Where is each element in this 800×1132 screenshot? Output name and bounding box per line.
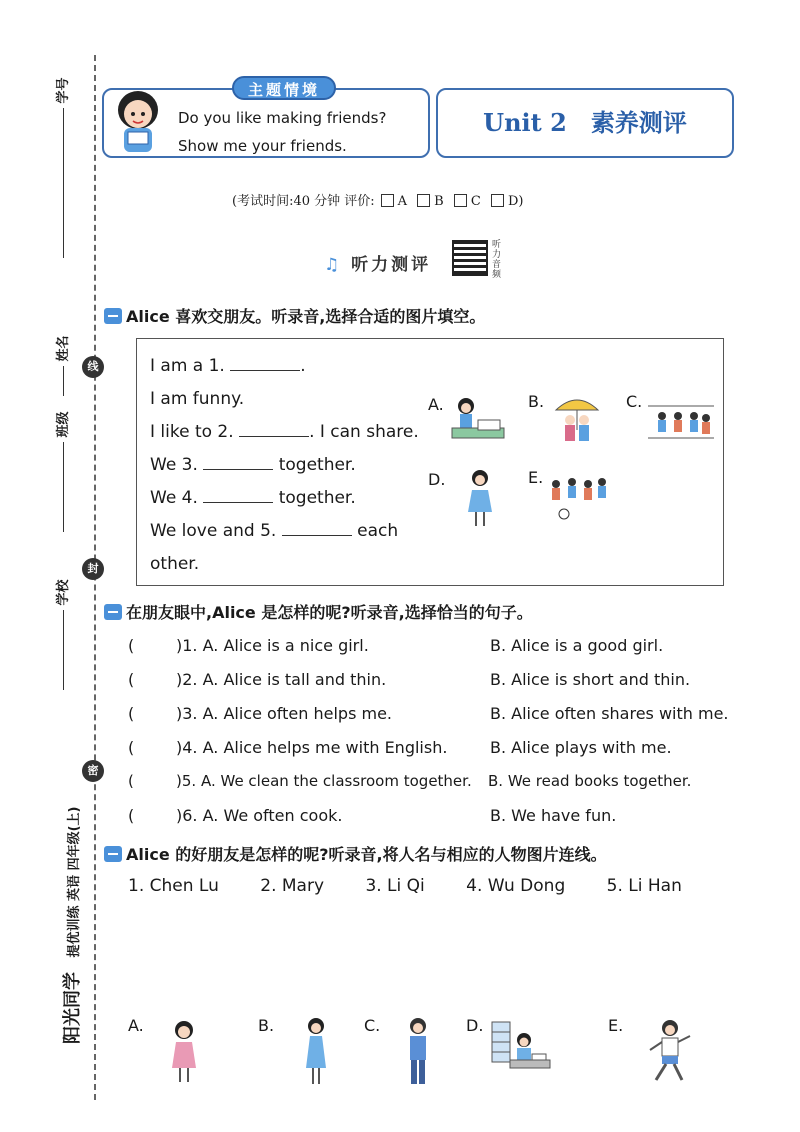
school-field: 学校 — [52, 579, 71, 694]
qr-label: 听力音频 — [492, 240, 502, 280]
pic-letter-c: C. — [626, 392, 643, 411]
answer-bracket-5[interactable]: ( — [128, 772, 134, 790]
fill-in-lines: I am a 1. . I am funny. I like to 2. . I can share. We 3. together. We 4. together. We love and 5. each other. — [150, 356, 419, 574]
grade-b-checkbox[interactable] — [417, 194, 430, 207]
grade-a-checkbox[interactable] — [381, 194, 394, 207]
section-number-icon — [104, 846, 122, 862]
name-item[interactable]: 3. Li Qi — [365, 876, 425, 896]
section2-title: 在朋友眼中,Alice 是怎样的呢?听录音,选择恰当的句子。 — [104, 600, 533, 623]
grade-c-checkbox[interactable] — [454, 194, 467, 207]
running-race-picture-icon — [648, 398, 714, 444]
person-letter-a: A. — [128, 1016, 144, 1035]
boy-running-icon[interactable] — [644, 1018, 694, 1088]
name-item[interactable]: 2. Mary — [260, 876, 325, 896]
headphone-icon: ♫ — [324, 255, 343, 275]
person-letter-d: D. — [466, 1016, 484, 1035]
name-item[interactable]: 4. Wu Dong — [466, 876, 566, 896]
section-number-icon — [104, 308, 122, 324]
question-4-option-b: B. Alice plays with me. — [490, 738, 672, 757]
series-label: 阳光同学 提优训练 英语 四年级(上) — [62, 806, 83, 1044]
question-5-option-b: B. We read books together. — [488, 772, 692, 790]
playing-football-picture-icon — [546, 474, 610, 522]
pic-letter-b: B. — [528, 392, 545, 411]
question-row-1: ( )1. A. Alice is a nice girl. — [128, 636, 369, 655]
student-id-field: 学号 — [52, 77, 71, 262]
answer-bracket-6[interactable]: ( — [128, 806, 135, 825]
boy-standing-icon[interactable] — [398, 1016, 438, 1088]
seal-seal-mark: 封 — [82, 558, 104, 580]
girl-drawing-picture-icon — [448, 392, 508, 448]
pic-letter-a: A. — [428, 395, 444, 414]
question-3-option-b: B. Alice often shares with me. — [490, 704, 729, 723]
section3-title: Alice 的好朋友是怎样的呢?听录音,将人名与相应的人物图片连线。 — [104, 842, 607, 865]
girl-standing-picture-icon — [460, 468, 500, 530]
section1-title: Alice 喜欢交朋友。听录音,选择合适的图片填空。 — [104, 304, 485, 327]
scene-text: Do you like making friends? Show me your friends. — [178, 109, 387, 155]
girl-illustration-icon — [110, 86, 166, 156]
question-2-option-b: B. Alice is short and thin. — [490, 670, 691, 689]
question-6-option-b: B. We have fun. — [490, 806, 617, 825]
person-letter-e: E. — [608, 1016, 624, 1035]
tall-girl-blue-dress-icon[interactable] — [296, 1016, 336, 1088]
qr-code-icon[interactable] — [452, 240, 488, 276]
name-item[interactable]: 1. Chen Lu — [128, 876, 219, 896]
scene-tag: 主题情境 — [232, 76, 336, 100]
blank-5[interactable] — [282, 535, 352, 536]
blank-2[interactable] — [239, 436, 309, 437]
grade-d-checkbox[interactable] — [491, 194, 504, 207]
girl-pink-dress-icon[interactable] — [164, 1018, 204, 1088]
question-row-3: ( )3. A. Alice often helps me. — [128, 704, 393, 723]
name-list — [128, 876, 682, 896]
umbrella-picture-icon — [552, 390, 602, 450]
section-number-icon — [104, 604, 122, 620]
answer-bracket-4[interactable]: ( — [128, 738, 135, 757]
pic-letter-d: D. — [428, 470, 446, 489]
exam-info: (考试时间:40 分钟 评价: A B C D) — [232, 194, 524, 209]
listening-title: ♫ 听力测评 — [324, 255, 432, 275]
binding-margin — [0, 0, 110, 1132]
girl-reading-at-desk-icon[interactable] — [488, 1018, 552, 1080]
answer-bracket-2[interactable]: ( — [128, 670, 135, 689]
seal-dense-mark: 密 — [82, 760, 104, 782]
question-1-option-b: B. Alice is a good girl. — [490, 636, 664, 655]
person-letter-b: B. — [258, 1016, 275, 1035]
question-row-2: ( )2. A. Alice is tall and thin. — [128, 670, 387, 689]
unit-title-box — [436, 88, 734, 158]
question-row-5: ( )5. A. We clean the classroom together. — [128, 772, 472, 790]
name-field: 姓名 — [52, 335, 71, 400]
answer-bracket-1[interactable]: ( — [128, 636, 135, 655]
brand-logo: 阳光同学 — [62, 972, 83, 1044]
pic-letter-e: E. — [528, 468, 544, 487]
answer-bracket-3[interactable]: ( — [128, 704, 135, 723]
blank-4[interactable] — [203, 502, 273, 503]
blank-1[interactable] — [230, 370, 300, 371]
blank-3[interactable] — [203, 469, 273, 470]
class-field: 班级 — [52, 411, 71, 536]
unit-title: Unit 2 素养测评 — [483, 108, 687, 137]
name-item[interactable]: 5. Li Han — [606, 876, 682, 896]
question-row-4: ( )4. A. Alice helps me with English. — [128, 738, 448, 757]
person-letter-c: C. — [364, 1016, 381, 1035]
seal-line-mark: 线 — [82, 356, 104, 378]
question-row-6: ( )6. A. We often cook. — [128, 806, 343, 825]
